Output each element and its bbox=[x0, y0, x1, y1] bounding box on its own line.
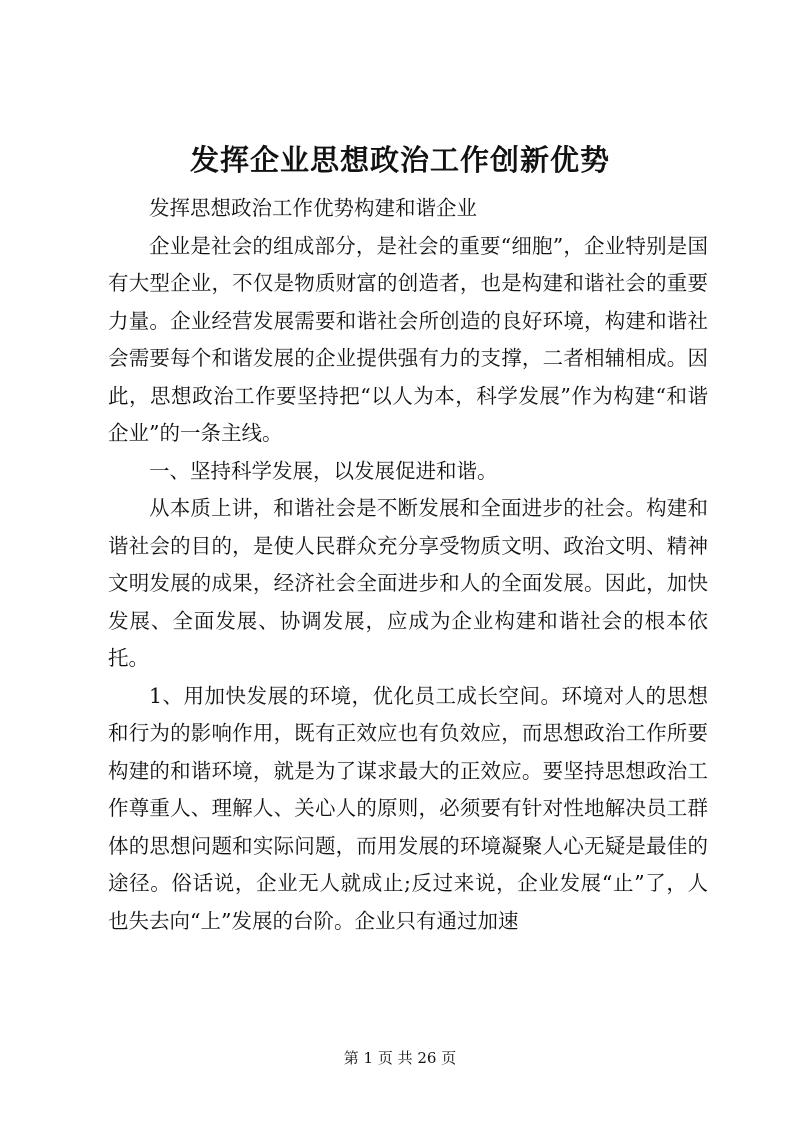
document-body bbox=[108, 190, 708, 940]
paragraph-point-1: 1、用加快发展的环境，优化员工成长空间。环境对人的思想和行为的影响作用，既有正效应也有负效应，而思想政治工作所要构建的和谐环境，就是为了谋求最大的正效应。要坚持思想政治工作尊重人、理解人、关心人的原则，必须要有针对性地解决员工群体的思想问题和实际问题，而用发展的环境凝聚人心无疑是最佳的途径。俗话说，企业无人就成止;反过来说，企业发展“止”了，人也失去向“上”发展的台阶。企业只有通过加速 bbox=[108, 683, 708, 933]
document-title: 发挥企业思想政治工作创新优势 bbox=[189, 143, 610, 177]
paragraph-subtitle: 发挥思想政治工作优势构建和谐企业 bbox=[149, 196, 477, 220]
page-number-footer: 第 1 页 共 26 页 bbox=[343, 1049, 457, 1067]
paragraph-section-heading: 一、坚持科学发展，以发展促进和谐。 bbox=[149, 458, 498, 483]
paragraph-intro: 企业是社会的组成部分，是社会的重要“细胞”，企业特别是国有大型企业，不仅是物质财富的创造者，也是构建和谐社会的重要力量。企业经营发展需要和谐社会所创造的良好环境，构建和谐社会需要每个和谐发展的企业提供强有力的支撑，二者相辅相成。因此，思想政治工作要坚持把“以人为本，科学发展”作为构建“和谐企业”的一条主线。 bbox=[108, 233, 708, 445]
paragraph-essence: 从本质上讲，和谐社会是不断发展和全面进步的社会。构建和谐社会的目的，是使人民群众充分享受物质文明、政治文明、精神文明发展的成果，经济社会全面进步和人的全面发展。因此，加快发展、全面发展、协调发展，应成为企业构建和谐社会的根本依托。 bbox=[108, 496, 708, 670]
